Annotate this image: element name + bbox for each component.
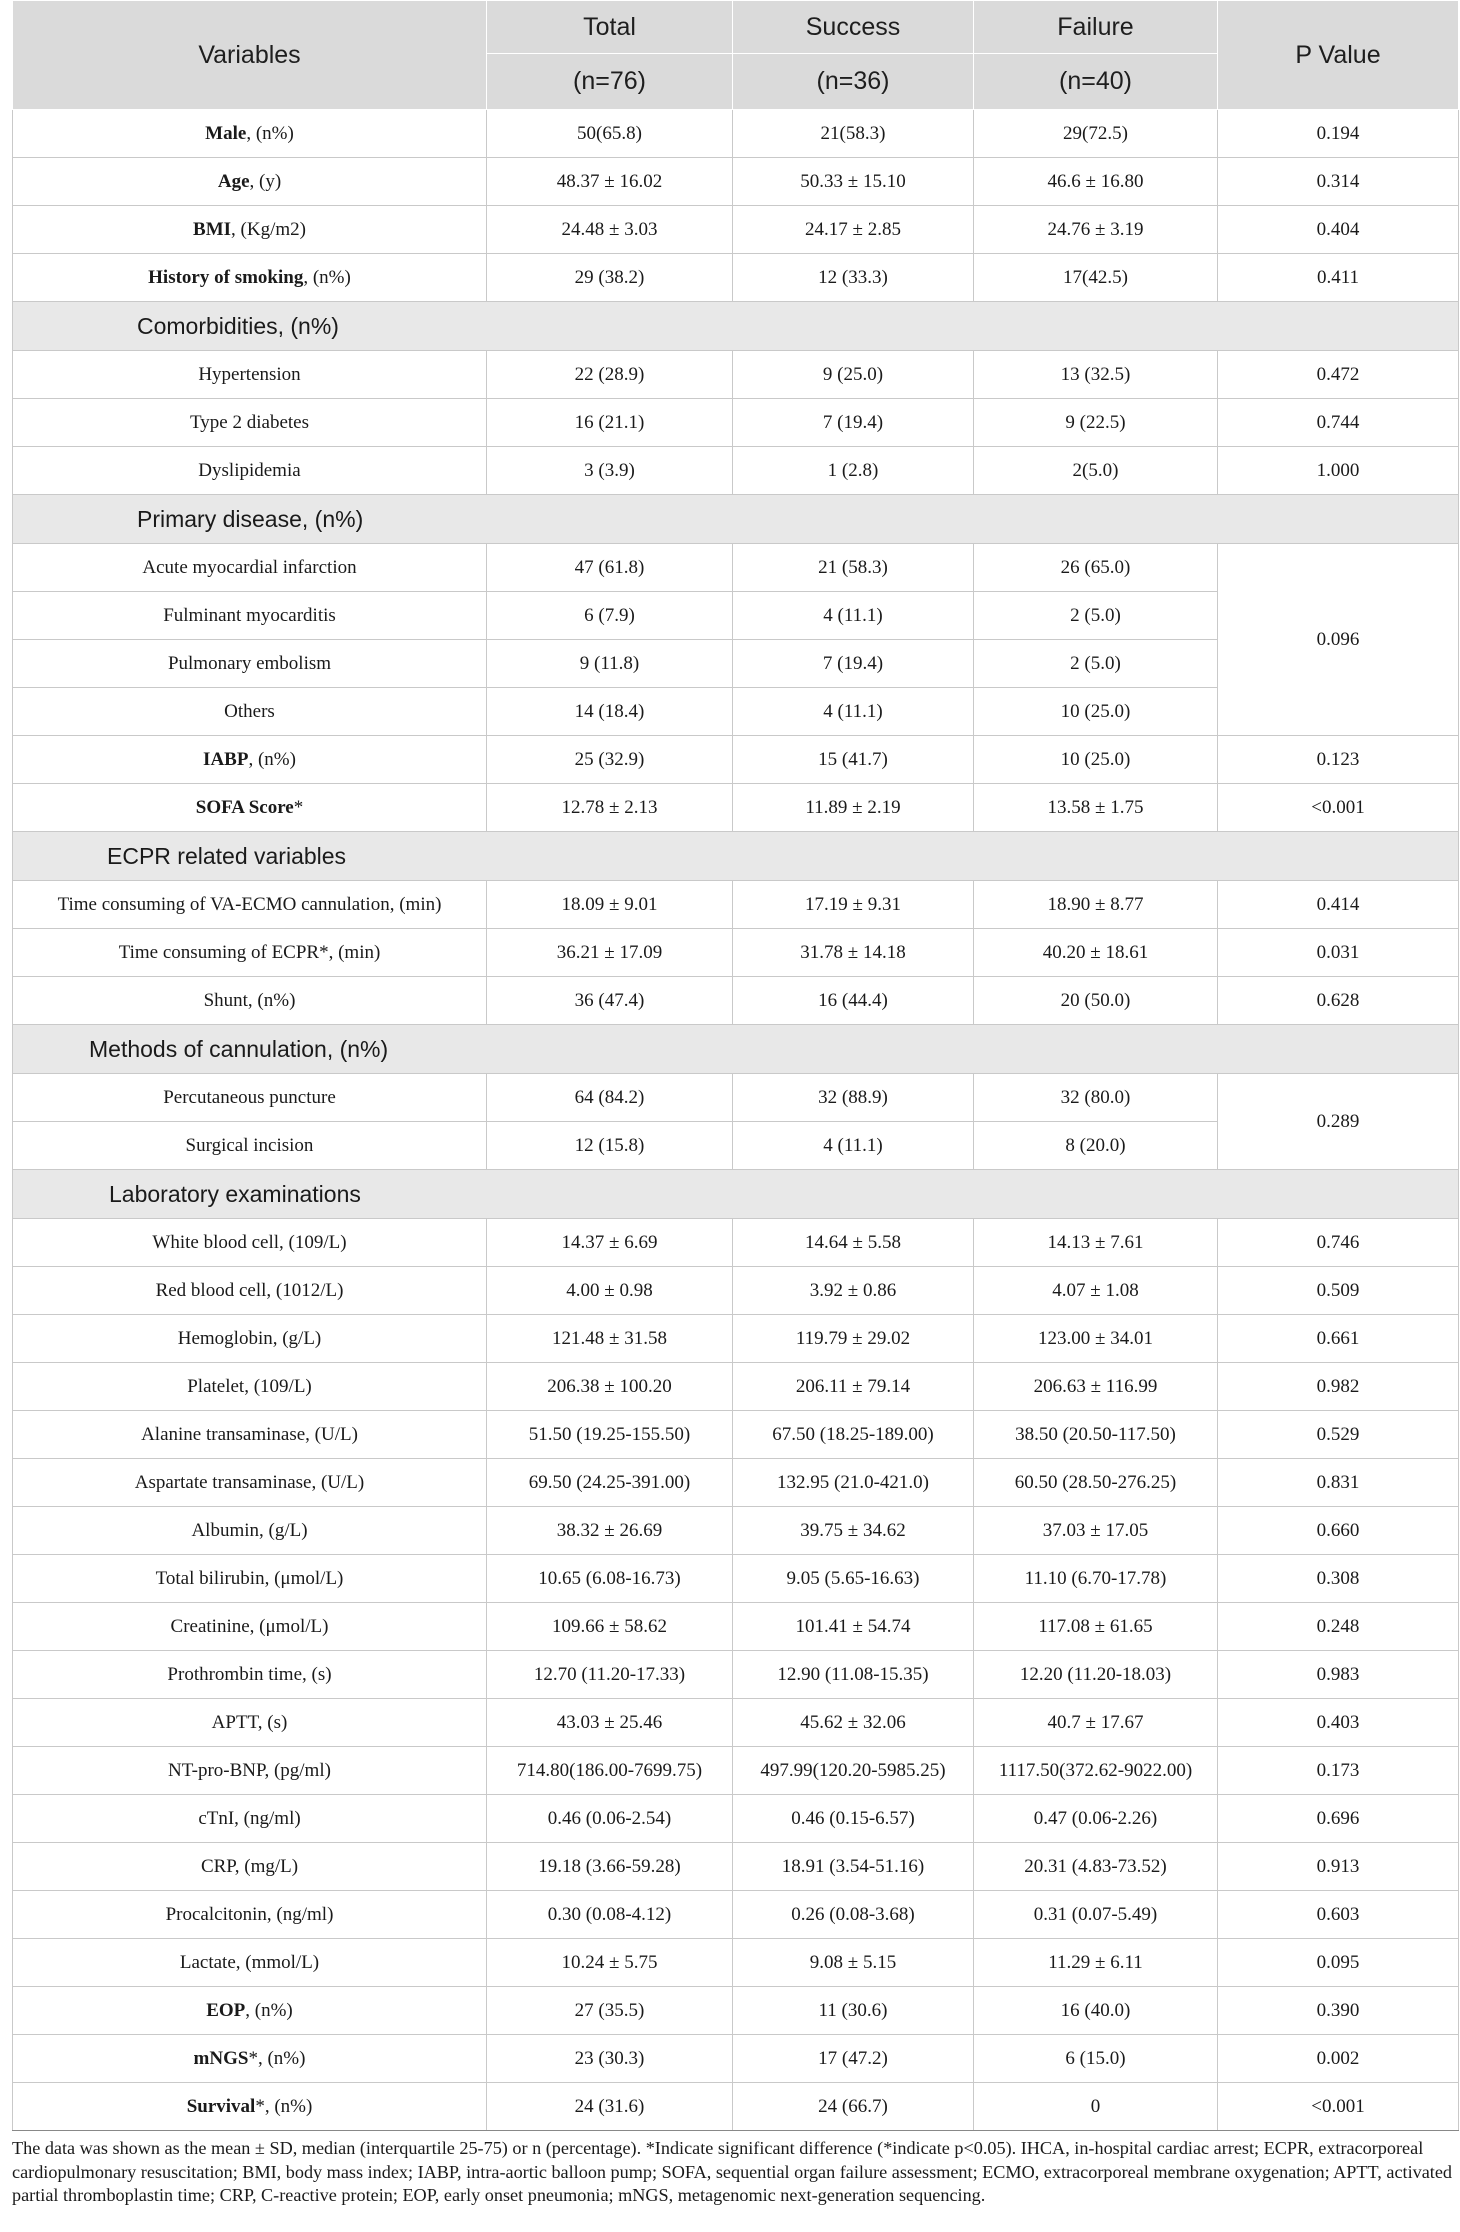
cell-total: 22 (28.9) [487, 351, 733, 399]
cell-success: 32 (88.9) [733, 1074, 974, 1122]
table-header [13, 1, 1459, 110]
cell-total: 0.46 (0.06-2.54) [487, 1795, 733, 1843]
row-label: NT-pro-BNP, (pg/ml) [13, 1747, 487, 1795]
cell-failure: 11.29 ± 6.11 [974, 1939, 1218, 1987]
row-label: Red blood cell, (1012/L) [13, 1267, 487, 1315]
cell-total: 47 (61.8) [487, 544, 733, 592]
table-wrapper [12, 0, 1458, 2208]
cell-total: 10.24 ± 5.75 [487, 1939, 733, 1987]
cell-p-value: 0.123 [1218, 736, 1459, 784]
cell-total: 6 (7.9) [487, 592, 733, 640]
table-row-tc-ecpr [13, 929, 1459, 977]
cell-success: 67.50 (18.25-189.00) [733, 1411, 974, 1459]
cell-failure: 18.90 ± 8.77 [974, 881, 1218, 929]
cell-total: 24.48 ± 3.03 [487, 206, 733, 254]
cell-p-value: 0.314 [1218, 158, 1459, 206]
row-label: IABP, (n%) [13, 736, 487, 784]
cell-failure: 32 (80.0) [974, 1074, 1218, 1122]
cell-success: 9.05 (5.65-16.63) [733, 1555, 974, 1603]
cell-failure: 38.50 (20.50-117.50) [974, 1411, 1218, 1459]
cell-success: 4 (11.1) [733, 1122, 974, 1170]
row-label: Age, (y) [13, 158, 487, 206]
table-row-tc-vaecmo [13, 881, 1459, 929]
cell-p-value: 0.002 [1218, 2035, 1459, 2083]
cell-success: 1 (2.8) [733, 447, 974, 495]
cell-failure: 2 (5.0) [974, 640, 1218, 688]
row-label: Lactate, (mmol/L) [13, 1939, 487, 1987]
cell-failure: 4.07 ± 1.08 [974, 1267, 1218, 1315]
section-title: Laboratory examinations [109, 1180, 361, 1207]
section-title: Comorbidities, (n%) [137, 312, 339, 339]
cell-failure: 26 (65.0) [974, 544, 1218, 592]
table-row-smoking [13, 254, 1459, 302]
row-label: Alanine transaminase, (U/L) [13, 1411, 487, 1459]
table-row-bilirubin [13, 1555, 1459, 1603]
cell-total: 36.21 ± 17.09 [487, 929, 733, 977]
cell-p-value: 0.529 [1218, 1411, 1459, 1459]
table-row-sofa [13, 784, 1459, 832]
row-label: Hemoglobin, (g/L) [13, 1315, 487, 1363]
cell-failure: 14.13 ± 7.61 [974, 1219, 1218, 1267]
table-row-platelet [13, 1363, 1459, 1411]
cell-p-value: 0.403 [1218, 1699, 1459, 1747]
row-label: BMI, (Kg/m2) [13, 206, 487, 254]
header-failure-n: (n=40) [974, 54, 1218, 110]
cell-success: 14.64 ± 5.58 [733, 1219, 974, 1267]
section-row-ecpr [13, 832, 1459, 881]
cell-success: 12 (33.3) [733, 254, 974, 302]
cell-total: 29 (38.2) [487, 254, 733, 302]
header-p-value: P Value [1218, 1, 1459, 110]
table-row-ctni [13, 1795, 1459, 1843]
cell-success: 50.33 ± 15.10 [733, 158, 974, 206]
cell-success: 11.89 ± 2.19 [733, 784, 974, 832]
header-success: Success [733, 1, 974, 54]
cell-failure: 0.47 (0.06-2.26) [974, 1795, 1218, 1843]
cell-total: 10.65 (6.08-16.73) [487, 1555, 733, 1603]
cell-p-value: 0.831 [1218, 1459, 1459, 1507]
section-row-comorbidities [13, 302, 1459, 351]
section-title: ECPR related variables [107, 842, 347, 869]
table-row-prothrombin [13, 1651, 1459, 1699]
cell-success: 101.41 ± 54.74 [733, 1603, 974, 1651]
cell-success: 0.46 (0.15-6.57) [733, 1795, 974, 1843]
cell-success: 497.99(120.20-5985.25) [733, 1747, 974, 1795]
row-label: Percutaneous puncture [13, 1074, 487, 1122]
cell-failure: 13 (32.5) [974, 351, 1218, 399]
cell-total: 121.48 ± 31.58 [487, 1315, 733, 1363]
cell-failure: 2(5.0) [974, 447, 1218, 495]
cell-success: 7 (19.4) [733, 399, 974, 447]
section-row-laboratory [13, 1170, 1459, 1219]
cell-total: 4.00 ± 0.98 [487, 1267, 733, 1315]
cell-p-value: 0.248 [1218, 1603, 1459, 1651]
row-label: Pulmonary embolism [13, 640, 487, 688]
header-total: Total [487, 1, 733, 54]
cell-failure: 11.10 (6.70-17.78) [974, 1555, 1218, 1603]
table-row-percutaneous [13, 1074, 1459, 1122]
cell-success: 7 (19.4) [733, 640, 974, 688]
cell-total: 36 (47.4) [487, 977, 733, 1025]
cell-success: 24 (66.7) [733, 2083, 974, 2131]
cell-p-value: 0.031 [1218, 929, 1459, 977]
cell-p-value: 0.982 [1218, 1363, 1459, 1411]
cell-success: 11 (30.6) [733, 1987, 974, 2035]
cell-p-value-primary-disease: 0.096 [1218, 544, 1459, 736]
cell-total: 12.70 (11.20-17.33) [487, 1651, 733, 1699]
cell-p-value: 0.173 [1218, 1747, 1459, 1795]
table-row-alt [13, 1411, 1459, 1459]
table-row-wbc [13, 1219, 1459, 1267]
table-row-crp [13, 1843, 1459, 1891]
row-label: CRP, (mg/L) [13, 1843, 487, 1891]
row-label: cTnI, (ng/ml) [13, 1795, 487, 1843]
cell-failure: 17(42.5) [974, 254, 1218, 302]
cell-success: 21(58.3) [733, 110, 974, 158]
row-label: Procalcitonin, (ng/ml) [13, 1891, 487, 1939]
cell-p-value: 0.983 [1218, 1651, 1459, 1699]
table-row-dyslipidemia [13, 447, 1459, 495]
cell-success: 24.17 ± 2.85 [733, 206, 974, 254]
cell-total: 206.38 ± 100.20 [487, 1363, 733, 1411]
table-row-hemoglobin [13, 1315, 1459, 1363]
table-row-nt-pro-bnp [13, 1747, 1459, 1795]
table-row-shunt [13, 977, 1459, 1025]
table-row-male [13, 110, 1459, 158]
cell-success: 132.95 (21.0-421.0) [733, 1459, 974, 1507]
cell-p-value-methods: 0.289 [1218, 1074, 1459, 1170]
cell-failure: 9 (22.5) [974, 399, 1218, 447]
cell-total: 38.32 ± 26.69 [487, 1507, 733, 1555]
table-row-survival [13, 2083, 1459, 2131]
cell-p-value: 0.095 [1218, 1939, 1459, 1987]
cell-failure: 0.31 (0.07-5.49) [974, 1891, 1218, 1939]
table-row-albumin [13, 1507, 1459, 1555]
table-row-eop [13, 1987, 1459, 2035]
cell-success: 18.91 (3.54-51.16) [733, 1843, 974, 1891]
cell-p-value: 0.414 [1218, 881, 1459, 929]
cell-total: 69.50 (24.25-391.00) [487, 1459, 733, 1507]
cell-p-value: 0.744 [1218, 399, 1459, 447]
baseline-characteristics-table [12, 0, 1459, 2131]
cell-p-value: 0.746 [1218, 1219, 1459, 1267]
section-title: Methods of cannulation, (n%) [89, 1035, 389, 1062]
cell-total: 48.37 ± 16.02 [487, 158, 733, 206]
cell-total: 14 (18.4) [487, 688, 733, 736]
cell-total: 9 (11.8) [487, 640, 733, 688]
cell-total: 16 (21.1) [487, 399, 733, 447]
row-label: mNGS*, (n%) [13, 2035, 487, 2083]
row-label: Type 2 diabetes [13, 399, 487, 447]
cell-failure: 1117.50(372.62-9022.00) [974, 1747, 1218, 1795]
header-failure: Failure [974, 1, 1218, 54]
cell-failure: 12.20 (11.20-18.03) [974, 1651, 1218, 1699]
cell-failure: 13.58 ± 1.75 [974, 784, 1218, 832]
cell-success: 3.92 ± 0.86 [733, 1267, 974, 1315]
table-row-aptt [13, 1699, 1459, 1747]
cell-success: 21 (58.3) [733, 544, 974, 592]
cell-success: 0.26 (0.08-3.68) [733, 1891, 974, 1939]
table-row-ast [13, 1459, 1459, 1507]
row-label: Dyslipidemia [13, 447, 487, 495]
cell-failure: 206.63 ± 116.99 [974, 1363, 1218, 1411]
row-label: Shunt, (n%) [13, 977, 487, 1025]
section-row-primary-disease [13, 495, 1459, 544]
row-label: Platelet, (109/L) [13, 1363, 487, 1411]
cell-total: 25 (32.9) [487, 736, 733, 784]
cell-failure: 29(72.5) [974, 110, 1218, 158]
cell-success: 17.19 ± 9.31 [733, 881, 974, 929]
row-label: Total bilirubin, (μmol/L) [13, 1555, 487, 1603]
header-variables: Variables [13, 1, 487, 110]
cell-p-value: <0.001 [1218, 784, 1459, 832]
table-row-hypertension [13, 351, 1459, 399]
cell-failure: 24.76 ± 3.19 [974, 206, 1218, 254]
cell-total: 0.30 (0.08-4.12) [487, 1891, 733, 1939]
cell-failure: 40.7 ± 17.67 [974, 1699, 1218, 1747]
row-label: Fulminant myocarditis [13, 592, 487, 640]
cell-failure: 46.6 ± 16.80 [974, 158, 1218, 206]
cell-p-value: 0.194 [1218, 110, 1459, 158]
row-label: Survival*, (n%) [13, 2083, 487, 2131]
table-row-rbc [13, 1267, 1459, 1315]
table-row-diabetes [13, 399, 1459, 447]
row-label: Prothrombin time, (s) [13, 1651, 487, 1699]
cell-total: 109.66 ± 58.62 [487, 1603, 733, 1651]
cell-total: 64 (84.2) [487, 1074, 733, 1122]
cell-failure: 123.00 ± 34.01 [974, 1315, 1218, 1363]
row-label: EOP, (n%) [13, 1987, 487, 2035]
cell-failure: 40.20 ± 18.61 [974, 929, 1218, 977]
cell-p-value: 0.390 [1218, 1987, 1459, 2035]
cell-failure: 16 (40.0) [974, 1987, 1218, 2035]
cell-success: 9 (25.0) [733, 351, 974, 399]
cell-success: 16 (44.4) [733, 977, 974, 1025]
cell-success: 39.75 ± 34.62 [733, 1507, 974, 1555]
table-row-bmi [13, 206, 1459, 254]
table-row-mngs [13, 2035, 1459, 2083]
cell-p-value: 0.603 [1218, 1891, 1459, 1939]
cell-total: 18.09 ± 9.01 [487, 881, 733, 929]
row-label: Others [13, 688, 487, 736]
row-label: Time consuming of VA-ECMO cannulation, (min) [13, 881, 487, 929]
cell-total: 24 (31.6) [487, 2083, 733, 2131]
header-total-n: (n=76) [487, 54, 733, 110]
cell-total: 19.18 (3.66-59.28) [487, 1843, 733, 1891]
cell-p-value: 0.696 [1218, 1795, 1459, 1843]
cell-p-value: 1.000 [1218, 447, 1459, 495]
section-title: Primary disease, (n%) [137, 505, 364, 532]
cell-success: 17 (47.2) [733, 2035, 974, 2083]
cell-total: 51.50 (19.25-155.50) [487, 1411, 733, 1459]
cell-total: 43.03 ± 25.46 [487, 1699, 733, 1747]
cell-total: 50(65.8) [487, 110, 733, 158]
cell-failure: 20 (50.0) [974, 977, 1218, 1025]
cell-success: 31.78 ± 14.18 [733, 929, 974, 977]
row-label: Male, (n%) [13, 110, 487, 158]
row-label: Creatinine, (μmol/L) [13, 1603, 487, 1651]
cell-p-value: 0.404 [1218, 206, 1459, 254]
table-row-ami [13, 544, 1459, 592]
cell-success: 9.08 ± 5.15 [733, 1939, 974, 1987]
row-label: APTT, (s) [13, 1699, 487, 1747]
cell-total: 12.78 ± 2.13 [487, 784, 733, 832]
row-label: Albumin, (g/L) [13, 1507, 487, 1555]
cell-failure: 6 (15.0) [974, 2035, 1218, 2083]
cell-success: 45.62 ± 32.06 [733, 1699, 974, 1747]
cell-success: 15 (41.7) [733, 736, 974, 784]
cell-success: 4 (11.1) [733, 592, 974, 640]
cell-success: 4 (11.1) [733, 688, 974, 736]
row-label: SOFA Score* [13, 784, 487, 832]
cell-p-value: 0.411 [1218, 254, 1459, 302]
cell-total: 23 (30.3) [487, 2035, 733, 2083]
cell-failure: 2 (5.0) [974, 592, 1218, 640]
table-row-age [13, 158, 1459, 206]
row-label: White blood cell, (109/L) [13, 1219, 487, 1267]
cell-total: 14.37 ± 6.69 [487, 1219, 733, 1267]
table-row-creatinine [13, 1603, 1459, 1651]
row-label: Time consuming of ECPR*, (min) [13, 929, 487, 977]
cell-p-value: 0.661 [1218, 1315, 1459, 1363]
cell-failure: 8 (20.0) [974, 1122, 1218, 1170]
section-row-methods [13, 1025, 1459, 1074]
row-label: Surgical incision [13, 1122, 487, 1170]
cell-p-value: 0.472 [1218, 351, 1459, 399]
cell-p-value: <0.001 [1218, 2083, 1459, 2131]
cell-p-value: 0.913 [1218, 1843, 1459, 1891]
cell-failure: 20.31 (4.83-73.52) [974, 1843, 1218, 1891]
cell-failure: 10 (25.0) [974, 688, 1218, 736]
cell-failure: 10 (25.0) [974, 736, 1218, 784]
cell-failure: 117.08 ± 61.65 [974, 1603, 1218, 1651]
row-label: History of smoking, (n%) [13, 254, 487, 302]
table-row-lactate [13, 1939, 1459, 1987]
cell-total: 3 (3.9) [487, 447, 733, 495]
cell-failure: 60.50 (28.50-276.25) [974, 1459, 1218, 1507]
cell-p-value: 0.628 [1218, 977, 1459, 1025]
table-row-iabp [13, 736, 1459, 784]
cell-total: 12 (15.8) [487, 1122, 733, 1170]
cell-p-value: 0.308 [1218, 1555, 1459, 1603]
table-footnote: The data was shown as the mean ± SD, median (interquartile 25-75) or n (percentage). *Indicate significant difference (*indicate p<0.05). IHCA, in-hospital cardiac arrest; ECPR, extracorporeal cardiopulmonary resuscitation; BMI, body mass index; IABP, intra-aortic balloon pump; SOFA, sequential organ failure assessment; ECMO, extracorporeal membrane oxygenation; APTT, activated partial thromboplastin time; CRP, C-reactive protein; EOP, early onset pneumonia; mNGS, metagenomic next-generation sequencing. [12, 2138, 1453, 2205]
cell-p-value: 0.509 [1218, 1267, 1459, 1315]
cell-success: 119.79 ± 29.02 [733, 1315, 974, 1363]
cell-total: 27 (35.5) [487, 1987, 733, 2035]
cell-total: 714.80(186.00-7699.75) [487, 1747, 733, 1795]
header-success-n: (n=36) [733, 54, 974, 110]
cell-success: 206.11 ± 79.14 [733, 1363, 974, 1411]
cell-success: 12.90 (11.08-15.35) [733, 1651, 974, 1699]
cell-failure: 37.03 ± 17.05 [974, 1507, 1218, 1555]
row-label: Aspartate transaminase, (U/L) [13, 1459, 487, 1507]
table-row-procalcitonin [13, 1891, 1459, 1939]
cell-p-value: 0.660 [1218, 1507, 1459, 1555]
row-label: Hypertension [13, 351, 487, 399]
row-label: Acute myocardial infarction [13, 544, 487, 592]
cell-failure: 0 [974, 2083, 1218, 2131]
